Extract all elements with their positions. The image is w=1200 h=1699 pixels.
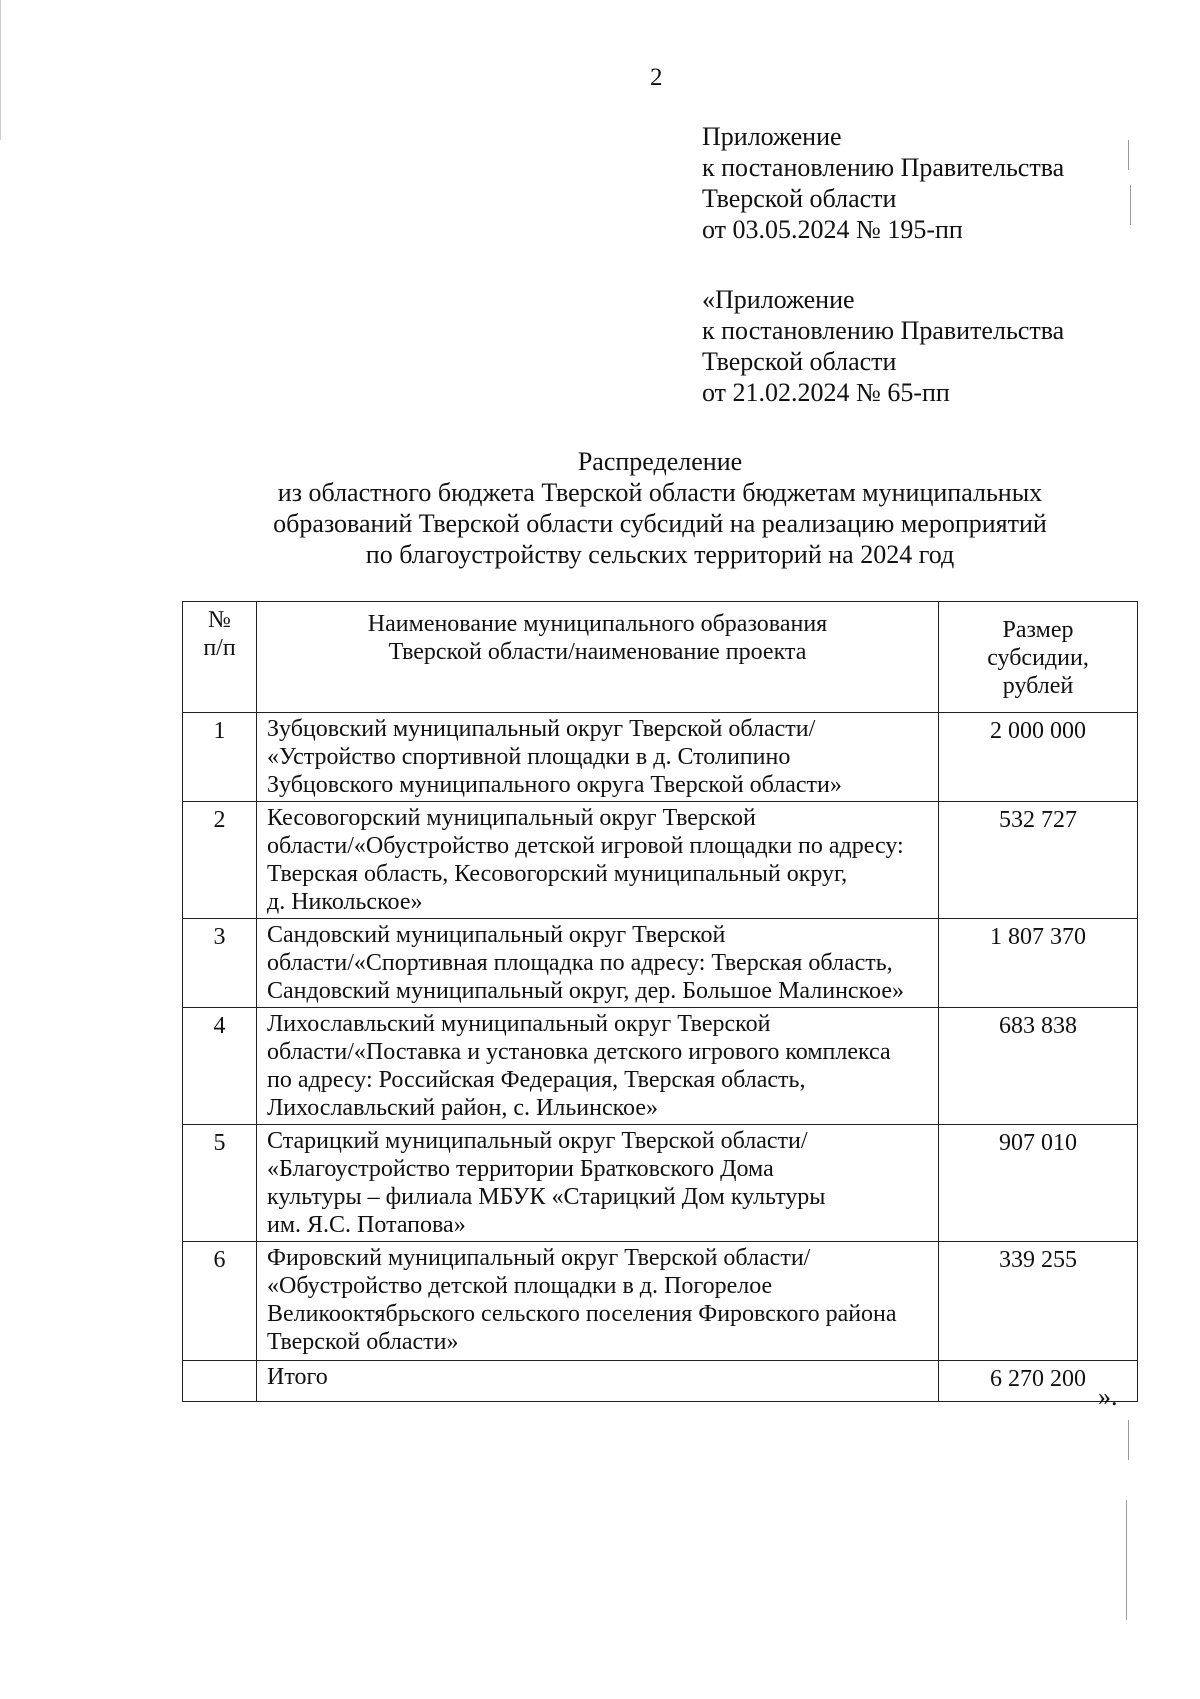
title-line: из областного бюджета Тверской области бюджетам муниципальных xyxy=(277,478,1043,507)
annex-header-original xyxy=(702,284,1064,408)
row-name: Лихославльский муниципальный округ Тверской области/«Поставка и установка детского игрового комплекса по адресу: Российская Федерация, Тверская область, Лихославльский район, с. Ильинское» xyxy=(257,1008,939,1125)
annex-line: к постановлению Правительства xyxy=(702,153,1065,182)
scan-artifact xyxy=(1128,140,1129,170)
table-row xyxy=(183,802,1138,919)
subsidy-distribution-table xyxy=(182,601,1138,1402)
table-row xyxy=(183,1008,1138,1125)
closing-quote: ». xyxy=(1098,1382,1118,1411)
table-row xyxy=(183,1242,1138,1361)
annex-line: к постановлению Правительства xyxy=(702,316,1065,345)
row-name: Зубцовский муниципальный округ Тверской области/ «Устройство спортивной площадки в д. Столипино Зубцовского муниципального округа Тверской области» xyxy=(257,713,939,802)
title-line: по благоустройству сельских территорий на 2024 год xyxy=(365,540,955,569)
row-amount: 1 807 370 xyxy=(939,919,1138,1008)
header-number: № п/п xyxy=(183,602,257,713)
table-total-row xyxy=(183,1361,1138,1402)
table-header-row xyxy=(183,602,1138,713)
page-number: 2 xyxy=(650,64,663,91)
row-number: 5 xyxy=(183,1125,257,1242)
header-name: Наименование муниципального образования Тверской области/наименование проекта xyxy=(257,602,939,713)
row-name: Старицкий муниципальный округ Тверской области/ «Благоустройство территории Братковского Дома культуры – филиала МБУК «Старицкий Дом культуры им. Я.С. Потапова» xyxy=(257,1125,939,1242)
row-amount: 907 010 xyxy=(939,1125,1138,1242)
row-amount: 532 727 xyxy=(939,802,1138,919)
row-number: 1 xyxy=(183,713,257,802)
row-amount: 339 255 xyxy=(939,1242,1138,1361)
row-number: 3 xyxy=(183,919,257,1008)
annex-line: Тверской области xyxy=(702,184,897,213)
total-label: Итого xyxy=(257,1361,939,1402)
table-row xyxy=(183,713,1138,802)
annex-line: «Приложение xyxy=(702,285,855,314)
row-number: 6 xyxy=(183,1242,257,1361)
scan-artifact xyxy=(1130,185,1131,225)
scan-artifact xyxy=(1128,1420,1129,1460)
scan-artifact xyxy=(1126,1500,1127,1620)
row-number: 2 xyxy=(183,802,257,919)
total-amount: 6 270 200 xyxy=(939,1361,1138,1402)
header-amount: Размер субсидии, рублей xyxy=(939,602,1138,713)
row-amount: 2 000 000 xyxy=(939,713,1138,802)
annex-line: от 03.05.2024 № 195-пп xyxy=(702,215,963,244)
annex-line: от 21.02.2024 № 65-пп xyxy=(702,378,950,407)
row-number: 4 xyxy=(183,1008,257,1125)
total-empty-cell xyxy=(183,1361,257,1402)
table-row xyxy=(183,1125,1138,1242)
annex-header-current xyxy=(702,121,1064,245)
row-name: Фировский муниципальный округ Тверской области/ «Обустройство детской площадки в д. Погорелое Великооктябрьского сельского поселения Фировского района Тверской области» xyxy=(257,1242,939,1361)
title-line: образований Тверской области субсидий на реализацию мероприятий xyxy=(273,509,1047,538)
document-title xyxy=(180,446,1140,570)
annex-line: Приложение xyxy=(702,122,842,151)
row-amount: 683 838 xyxy=(939,1008,1138,1125)
row-name: Кесовогорский муниципальный округ Тверской области/«Обустройство детской игровой площадки по адресу: Тверская область, Кесовогорский муниципальный округ, д. Никольское» xyxy=(257,802,939,919)
annex-line: Тверской области xyxy=(702,347,897,376)
title-line: Распределение xyxy=(577,447,743,476)
scan-artifact xyxy=(0,0,1,140)
row-name: Сандовский муниципальный округ Тверской области/«Спортивная площадка по адресу: Тверская область, Сандовский муниципальный округ, дер. Большое Малинское» xyxy=(257,919,939,1008)
table-row xyxy=(183,919,1138,1008)
